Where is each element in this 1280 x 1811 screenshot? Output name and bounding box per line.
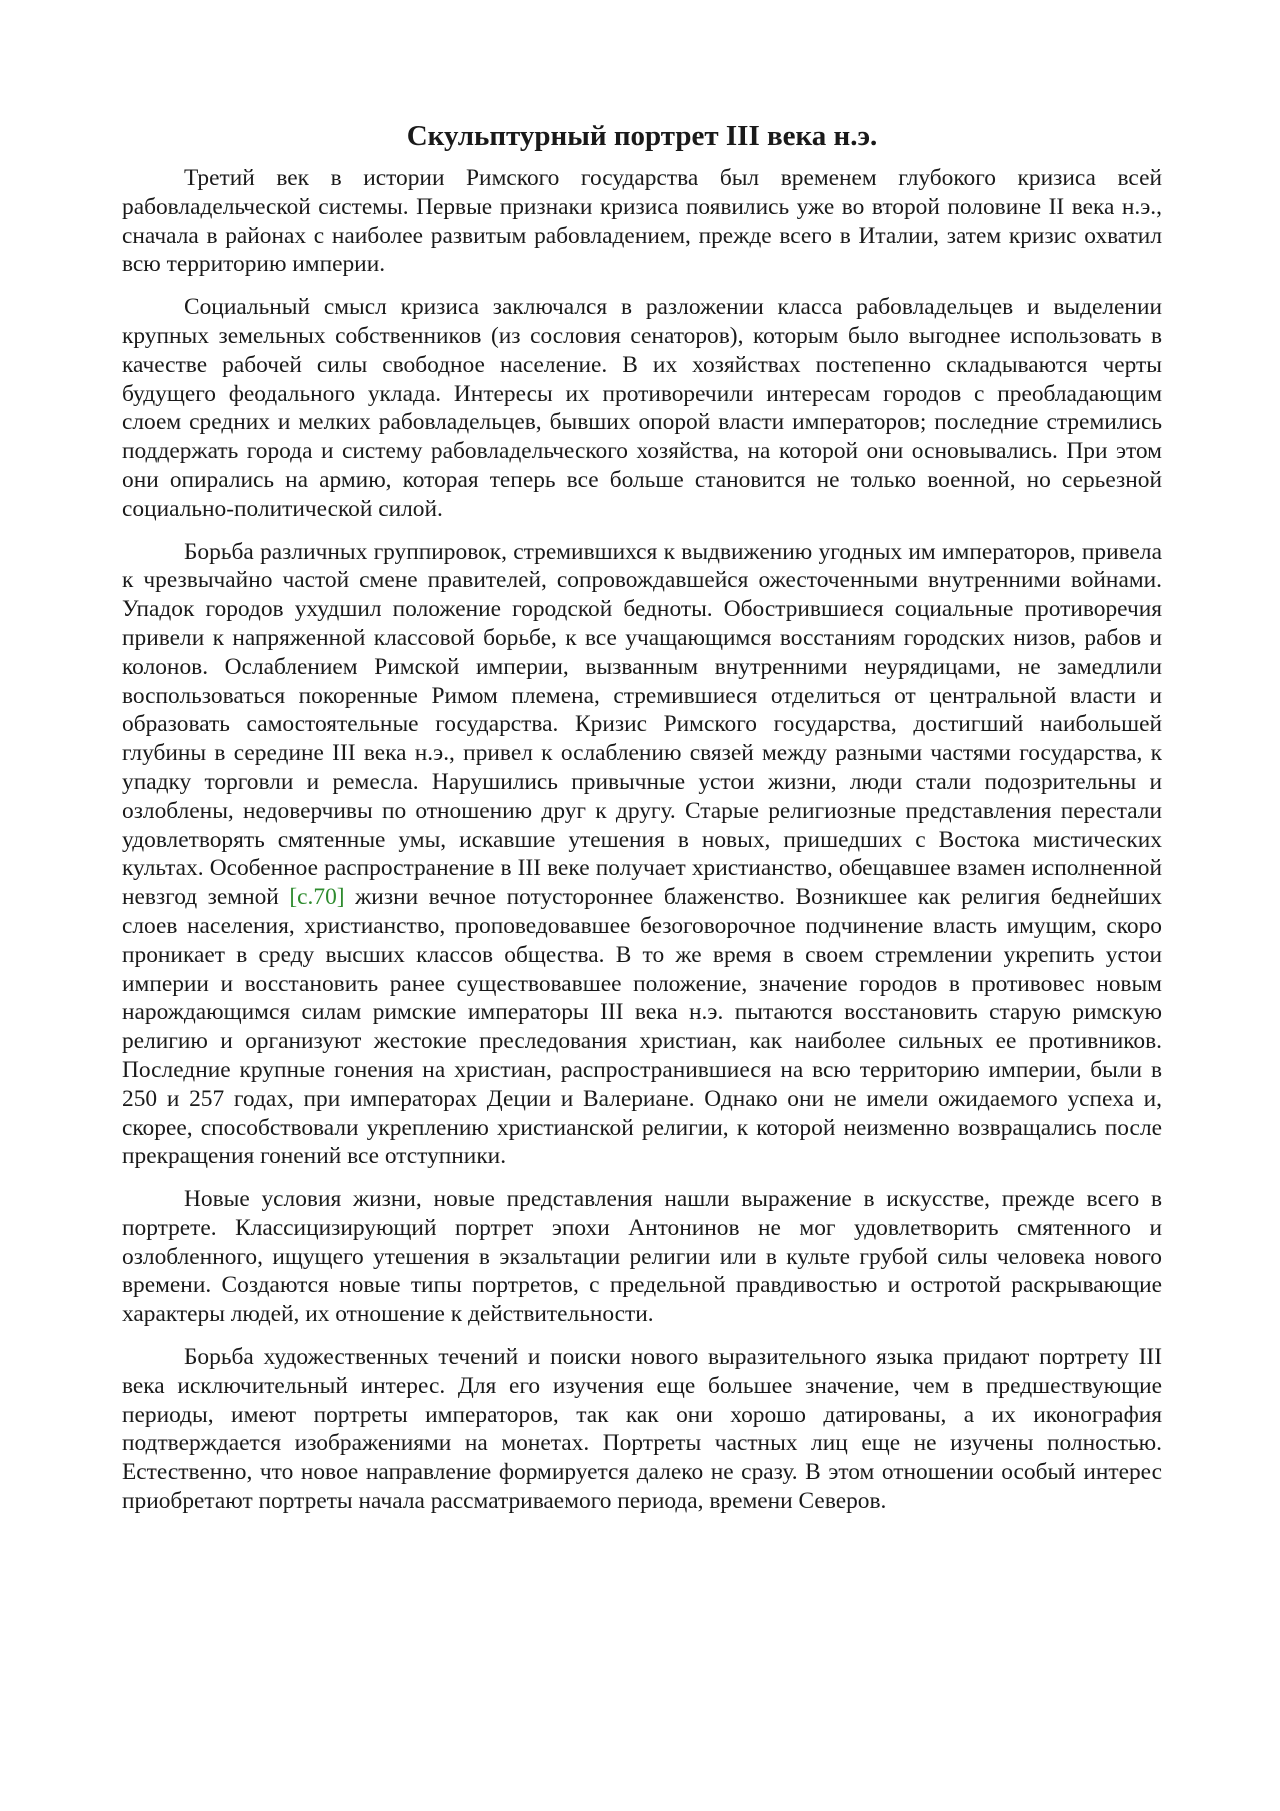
paragraph-4: Новые условия жизни, новые представления нашли выражение в искусстве, прежде всего в портрете. Классицизирующий портрет эпохи Антонинов не мог удовлетворить смятенного и озлобленного, ищущего утешения в экзальтации религии или в культе грубой силы человека нового времени. Создаются новые типы портретов, с предельной правдивостью и остротой раскрывающие характеры людей, их отношение к действительности. <box>122 1186 1162 1328</box>
paragraph-2: Социальный смысл кризиса заключался в разложении класса рабовладельцев и выделении крупных земельных собственников (из сословия сенаторов), которым было выгоднее использовать в качестве рабочей силы свободное население. В их хозяйствах постепенно складываются черты будущего феодального уклада. Интересы их противоречили интересам городов с преобладающим слоем средних и мелких рабовладельцев, бывших опорой власти императоров; последние стремились поддержать города и систему рабовладельческого хозяйства, на которой они основывались. При этом они опирались на армию, которая теперь все больше становится не только военной, но серьезной социально-политической силой. <box>122 294 1162 522</box>
paragraph-3-text-after: жизни вечное потустороннее блаженство. Возникшее как религия беднейших слоев населения, христианство, проповедовавшее безоговорочное подчинение власть имущим, скоро проникает в среду высших классов общества. В то же время в своем стремлении укрепить устои империи и восстановить ранее существовавшее положение, значение городов в противовес новым нарождающимся силам римские императоры III века н.э. пытаются восстановить старую римскую религию и организуют жестокие преследования христиан, как наиболее сильных ее противников. Последние крупные гонения на христиан, распространившиеся на всю территорию империи, были в 250 и 257 годах, при императорах Деции и Валериане. Однако они не имели ожидаемого успеха и, скорее, способствовали укреплению христианской религии, к которой неизменно возвращались после прекращения гонений все отступники. <box>122 884 1163 1170</box>
paragraph-5: Борьба художественных течений и поиски нового выразительного языка придают портрету III века исключительный интерес. Для его изучения еще большее значение, чем в предшествующие периоды, имеют портреты императоров, так как они хорошо датированы, а их иконография подтверждается изображениями на монетах. Портреты частных лиц еще не изучены полностью. Естественно, что новое направление формируется далеко не сразу. В этом отношении особый интерес приобретают портреты начала рассматриваемого периода, времени Северов. <box>122 1344 1162 1515</box>
document-page <box>122 118 1162 1530</box>
paragraph-1: Третий век в истории Римского государства был временем глубокого кризиса всей рабовладельческой системы. Первые признаки кризиса появились уже во второй половине II века н.э., сначала в районах с наиболее развитым рабовладением, прежде всего в Италии, затем кризис охватил всю территорию империи. <box>122 165 1162 278</box>
page-title: Скульптурный портрет III века н.э. <box>406 120 878 152</box>
paragraph-3-text-before: Борьба различных группировок, стремившихся к выдвижению угодных им императоров, привела к чрезвычайно частой смене правителей, сопровождавшейся ожесточенными внутренними войнами. Упадок городов ухудшил положение городской бедноты. Обострившиеся социальные противоречия привели к напряженной классовой борьбе, к все учащающимся восстаниям городских низов, рабов и колонов. Ослаблением Римской империи, вызванным внутренними неурядицами, не замедлили воспользоваться покоренные Римом племена, стремившиеся отделиться от центральной власти и образовать самостоятельные государства. Кризис Римского государства, достигший наибольшей глубины в середине III века н.э., привел к ослаблению связей между разными частями государства, к упадку торговли и ремесла. Нарушились привычные устои жизни, люди стали подозрительны и озлоблены, недоверчивы по отношению друг к другу. Старые религиозные представления перестали удовлетворять смятенные умы, искавшие утешения в новых, пришедших с Востока мистических культах. Особенное распространение в III веке получает христианство, обещавшее взамен исполненной невзгод земной <box>122 538 1162 911</box>
page-reference-link[interactable]: [с.70] <box>289 884 345 911</box>
paragraph-3 <box>122 538 1162 1172</box>
